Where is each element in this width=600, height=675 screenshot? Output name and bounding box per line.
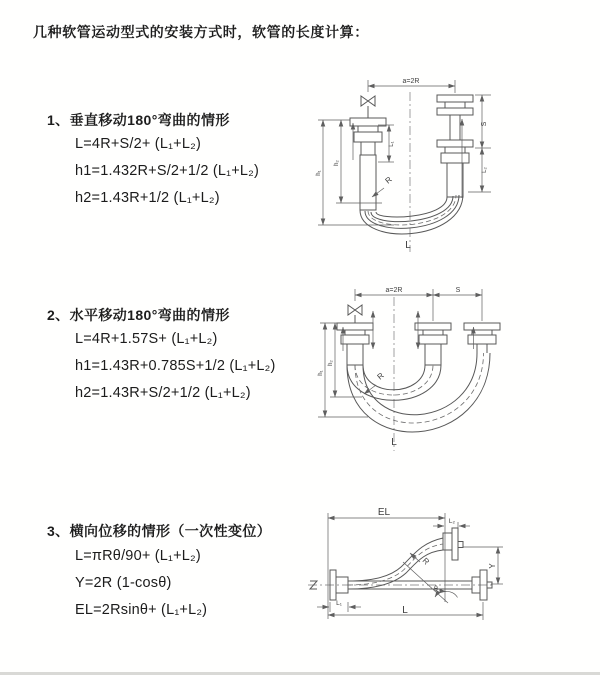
- dim-label-s: S: [481, 121, 488, 127]
- section1-formula-h1: h1=1.432R+S/2+1/2 (L₁+L₂): [75, 163, 260, 179]
- dim-label-h1: h₁: [316, 170, 322, 176]
- diagram-lateral-displacement: [300, 500, 600, 645]
- section3-formula-y: Y=2R (1-cosθ): [75, 575, 172, 591]
- angle-label: θ: [434, 586, 438, 593]
- radius-leader: [410, 553, 420, 562]
- middle-connector: [415, 323, 451, 365]
- section2-formula-h1: h1=1.43R+0.785S+1/2 (L₁+L₂): [75, 358, 276, 374]
- angle-arc: [446, 591, 458, 597]
- dim-label-y: Y: [488, 563, 497, 569]
- length-label: L: [391, 437, 397, 448]
- page-title: 几种软管运动型式的安装方式时，软管的长度计算：: [33, 24, 369, 40]
- braided-hose-section: [347, 344, 363, 365]
- dim-label-l1: L₁: [336, 600, 342, 607]
- section2-formula-l: L=4R+1.57S+ (L₁+L₂): [75, 331, 218, 347]
- hose-u-bend: [347, 353, 490, 432]
- hose-u-bend: [360, 194, 463, 234]
- right-connector: [437, 95, 473, 197]
- section3-formula-l: L=πRθ/90+ (L₁+L₂): [75, 548, 201, 564]
- dim-label-a2r: a=2R: [402, 78, 420, 85]
- diagram-vertical-180-bend: [310, 70, 590, 260]
- section3-formula-el: EL=2Rsinθ+ (L₁+L₂): [75, 602, 208, 618]
- section1-formula-l: L=4R+S/2+ (L₁+L₂): [75, 136, 201, 152]
- left-connector: [337, 323, 373, 365]
- diagram-horizontal-180-bend: [310, 283, 595, 458]
- section2-heading: 2、水平移动180°弯曲的情形: [47, 307, 230, 323]
- braided-hose-section: [360, 155, 376, 210]
- radius-label: R: [383, 174, 394, 186]
- dim-label-a2r: a=2R: [385, 287, 403, 294]
- valve-icon: [348, 305, 362, 315]
- dim-label-s: S: [455, 287, 461, 294]
- dim-label-l1: L₁: [389, 141, 395, 147]
- section1-heading: 1、垂直移动180°弯曲的情形: [47, 112, 230, 128]
- dim-label-h2: h₂: [328, 360, 334, 366]
- radius-line: [403, 562, 448, 603]
- radius-label: R: [375, 370, 386, 382]
- dim-label-el: EL: [377, 507, 391, 518]
- left-connector: [350, 118, 386, 210]
- right-connector: [464, 323, 500, 353]
- braided-hose-section: [447, 163, 463, 197]
- section3-heading: 3、横向位移的情形（一次性变位）: [47, 523, 272, 539]
- braided-hose-section: [425, 344, 441, 365]
- radius-leader: [372, 188, 384, 197]
- dim-label-h2: h₂: [334, 160, 340, 166]
- length-label: L: [402, 605, 408, 616]
- section1-formula-h2: h2=1.43R+1/2 (L₁+L₂): [75, 190, 220, 206]
- dim-label-l2: L₂: [448, 518, 456, 525]
- radius-label: R: [420, 556, 432, 567]
- upper-flange: [443, 528, 463, 560]
- dim-label-h1: h₁: [318, 370, 324, 376]
- valve-icon: [361, 96, 375, 106]
- section2-formula-h2: h2=1.43R+S/2+1/2 (L₁+L₂): [75, 385, 251, 401]
- length-label: L: [405, 240, 411, 251]
- dim-label-l2: L₂: [482, 167, 488, 173]
